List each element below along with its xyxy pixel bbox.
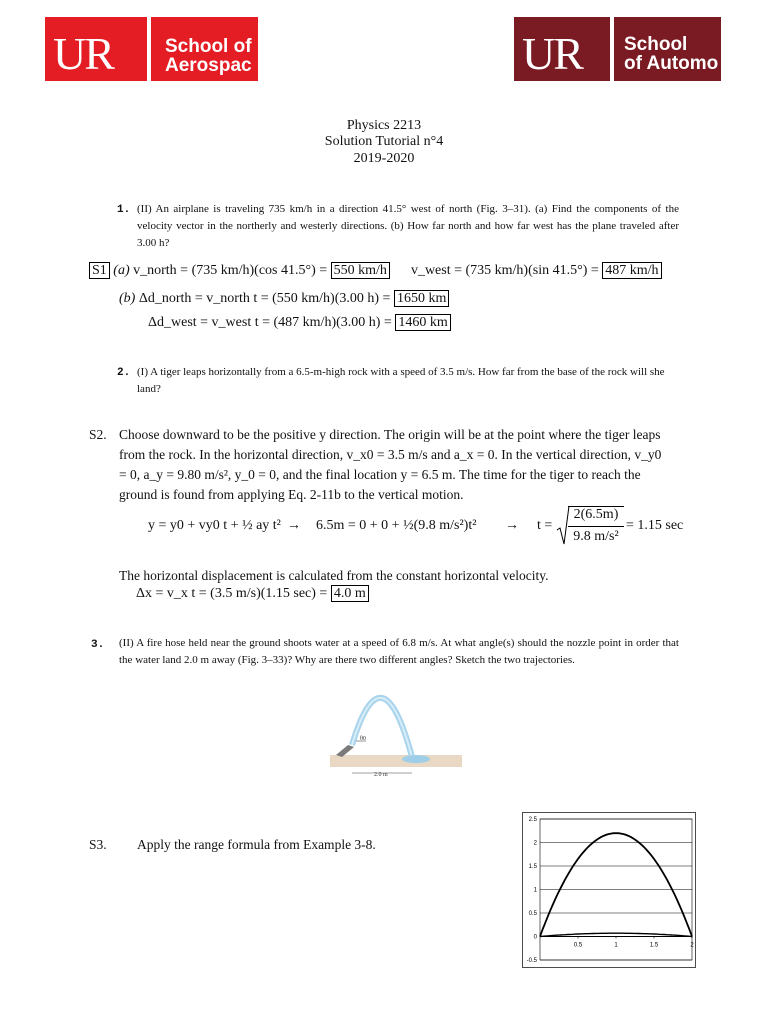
part-label: (a) (113, 263, 130, 278)
answer-box: 550 km/h (331, 262, 390, 279)
tutorial-title: Solution Tutorial n°4 (324, 134, 444, 149)
solution-text: Choose downward to be the positive y direction. The origin will be at the point where the tiger leaps from the rock. In the horizontal direction, v_x0 = 3.5 m/s and a_x = 0. In the vertical direction, v_y0 = 0, a_y = 9.80 m/s², y_0 = 0, and the final location y = 6.5 m. The time for the tiger to reach the ground is found from applying Eq. 2-11b to the vertical motion. (119, 427, 662, 502)
problem-text: (II) A fire hose held near the ground shoots water at a speed of 6.8 m/s. At what angle(s) should the nozzle point in order that the water land 2.0 m away (Fig. 3–33)? Why are there two different angles? Sketch the two trajectories. (119, 637, 679, 666)
solution-1-line-c (148, 315, 451, 331)
y-tick-label: 0 (533, 934, 537, 941)
fraction-denominator: 9.8 m/s² (573, 529, 619, 544)
y-tick-label: 1 (533, 887, 537, 894)
equation: Δd_west = v_west t = (487 km/h)(3.00 h) = (148, 315, 392, 330)
y-tick-label: 2.5 (528, 817, 537, 823)
problem-number: 2. (117, 367, 131, 379)
course-title: Physics 2213 (346, 118, 422, 133)
logo-divider (610, 17, 614, 81)
problem-number: 3. (91, 639, 105, 651)
problem-text: (I) A tiger leaps horizontally from a 6.5-m-high rock with a speed of 3.5 m/s. How far from the base of the rock will she land? (137, 366, 665, 395)
problem-text: (II) An airplane is traveling 735 km/h in a direction 41.5° west of north (Fig. 3–31). (a) Find the components of the velocity vector in the northerly and westerly directions. (b) How far north and how far west has the plane traveled after 3.00 h? (137, 203, 679, 249)
equation: v_north = (735 km/h)(cos 41.5°) = (133, 263, 328, 278)
x-tick-label: 0.5 (573, 942, 583, 949)
solution-text: Apply the range formula from Example 3-8. (137, 837, 376, 852)
y-tick-label: 2 (533, 840, 537, 847)
time-result: = 1.15 sec (626, 518, 684, 533)
x-tick-label: 2 (690, 942, 694, 949)
time-equation-label: t = (537, 518, 553, 533)
part-label: (b) (119, 291, 136, 306)
arrow: → (287, 518, 301, 533)
fraction-numerator: 2(6.5m) (568, 506, 624, 523)
arrow: → (505, 518, 519, 533)
solution-label: S3. (89, 837, 107, 852)
equation: v_west = (735 km/h)(sin 41.5°) = (410, 263, 599, 278)
answer-box: 1650 km (394, 290, 449, 307)
fire-hose-figure (330, 683, 462, 779)
y-tick-label: 1.5 (528, 864, 537, 870)
logo-school-name: School of Automo (624, 34, 719, 74)
school-automotive-logo (514, 17, 721, 81)
ur-logo-mark: UR (53, 28, 113, 79)
angle-label: θ0 (360, 736, 366, 742)
logo-school-name: School of Aerospac (165, 36, 252, 76)
y-tick-label: -0.5 (526, 958, 537, 964)
kinematics-equation: y = y0 + vy0 t + ½ ay t² (148, 518, 281, 533)
equation: Δx = v_x t = (3.5 m/s)(1.15 sec) = (136, 586, 328, 601)
answer-box: 487 km/h (602, 262, 661, 279)
fraction-bar (568, 526, 624, 527)
problem-number: 1. (117, 204, 131, 216)
logo-divider (147, 17, 151, 81)
x-tick-label: 1 (614, 942, 618, 949)
displacement-equation (136, 586, 369, 602)
trajectory-chart (522, 812, 696, 968)
school-aerospace-logo (45, 17, 258, 81)
distance-label: 2.0 m (374, 772, 388, 778)
solution-1-line-a (89, 263, 662, 279)
y-tick-label: 0.5 (528, 911, 537, 917)
answer-box: 1460 km (395, 314, 450, 331)
substituted-equation: 6.5m = 0 + 0 + ½(9.8 m/s²)t² (316, 518, 477, 533)
solution-text: The horizontal displacement is calculated from the constant horizontal velocity. (119, 568, 549, 583)
equation: Δd_north = v_north t = (550 km/h)(3.00 h) = (138, 291, 391, 306)
academic-year: 2019-2020 (353, 151, 415, 166)
solution-1-line-b (119, 291, 449, 307)
solution-label: S2. (89, 427, 107, 442)
solution-label: S1 (89, 262, 110, 279)
x-tick-label: 1.5 (649, 942, 659, 949)
chart-outer-frame (523, 813, 696, 968)
answer-box: 4.0 m (331, 585, 369, 602)
ur-logo-mark: UR (522, 28, 582, 79)
